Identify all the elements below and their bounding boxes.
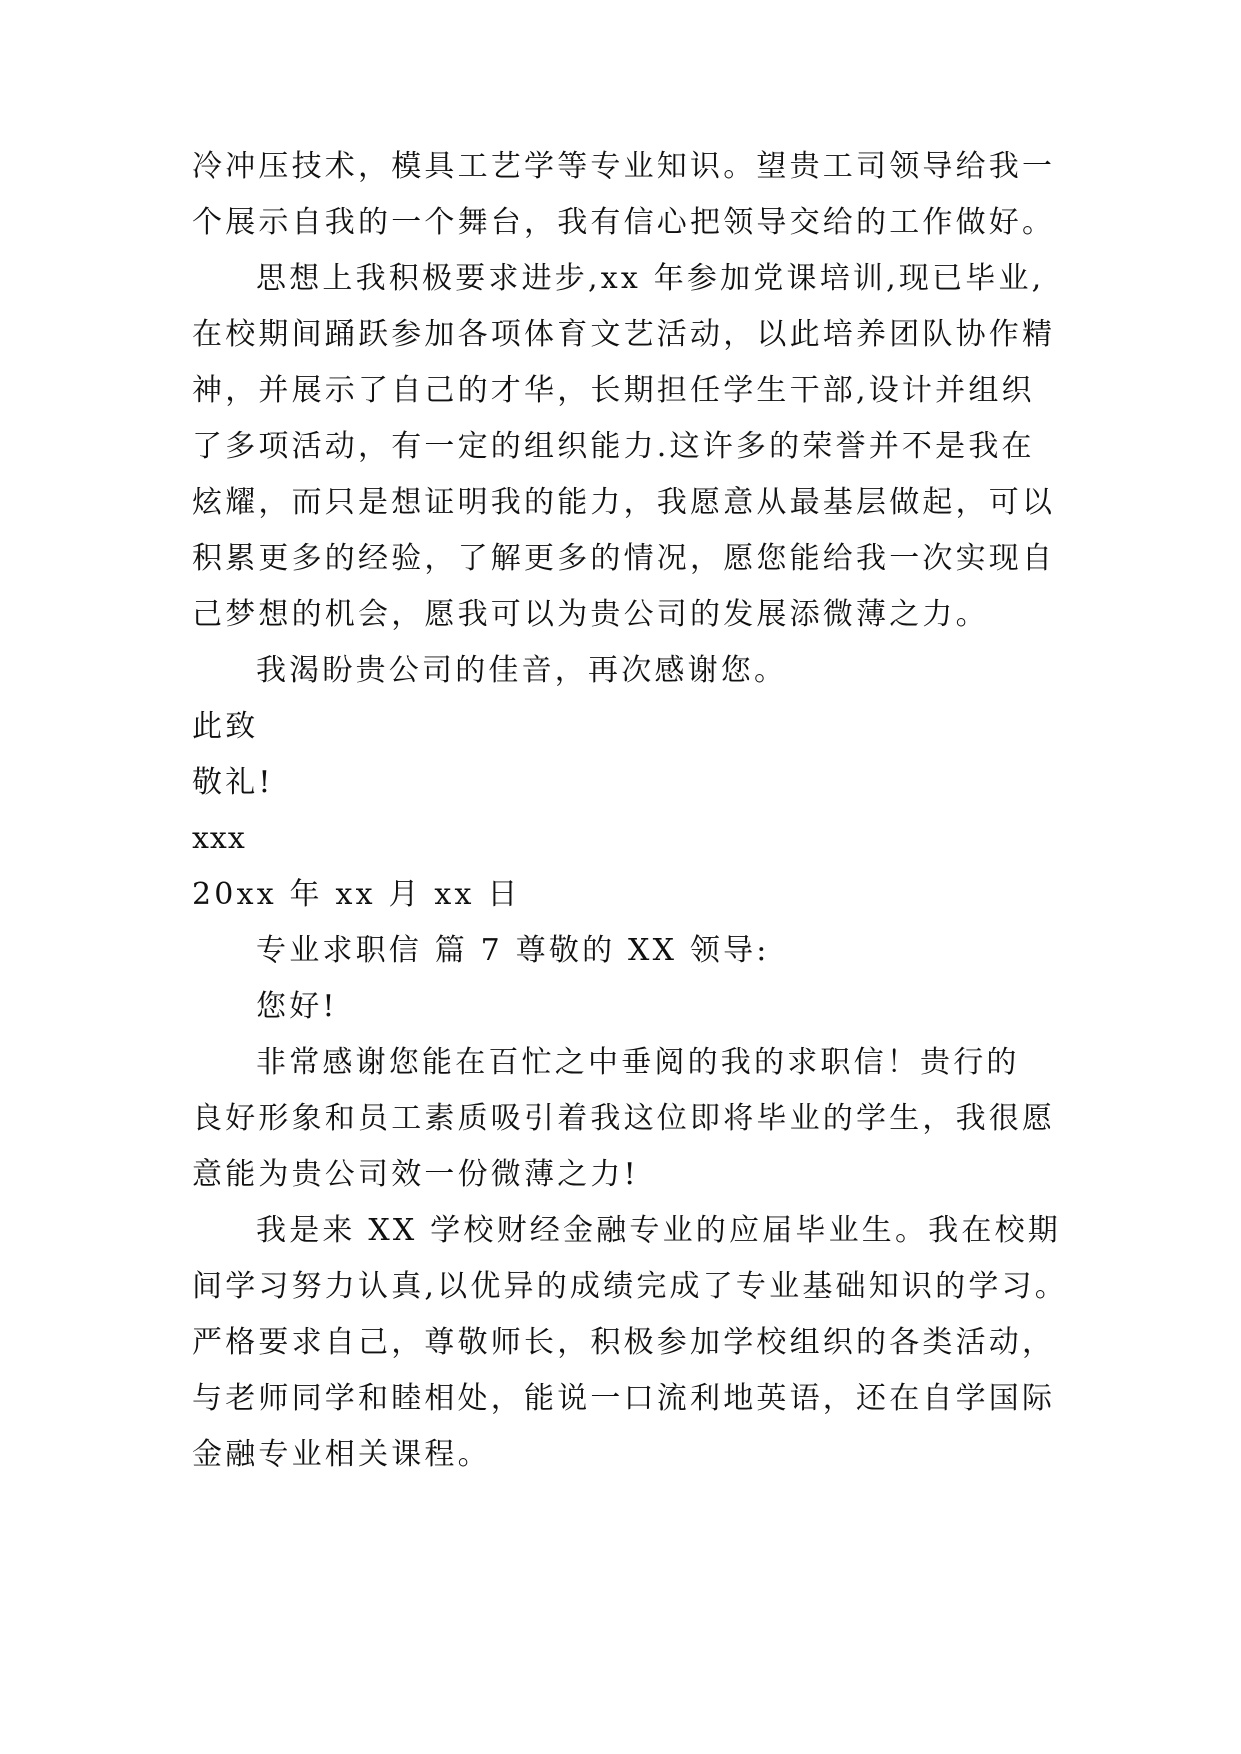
section-heading: 专业求职信 篇 7 尊敬的 XX 领导: bbox=[256, 933, 770, 968]
body-text-line: 金融专业相关课程。 bbox=[192, 1437, 491, 1472]
closing-salute: 敬礼! bbox=[192, 765, 274, 800]
body-text-line: 炫耀，而只是想证明我的能力，我愿意从最基层做起，可以 bbox=[192, 485, 1056, 520]
body-text-line: 了多项活动，有一定的组织能力.这许多的荣誉并不是我在 bbox=[192, 429, 1035, 464]
body-text-line: 神，并展示了自己的才华，长期担任学生干部,设计并组织 bbox=[192, 373, 1035, 408]
body-text-line: 在校期间踊跃参加各项体育文艺活动，以此培养团队协作精 bbox=[192, 317, 1056, 352]
body-text-line: 良好形象和员工素质吸引着我这位即将毕业的学生，我很愿 bbox=[192, 1101, 1056, 1136]
body-text-line: 与老师同学和睦相处，能说一口流利地英语，还在自学国际 bbox=[192, 1381, 1056, 1416]
body-text-line: 思想上我积极要求进步,xx 年参加党课培训,现已毕业, bbox=[256, 261, 1045, 296]
signature-name: xxx bbox=[192, 821, 246, 856]
body-text-line: 意能为贵公司效一份微薄之力! bbox=[192, 1157, 639, 1192]
body-text-line: 冷冲压技术，模具工艺学等专业知识。望贵工司领导给我一 bbox=[192, 149, 1056, 184]
body-text-line: 严格要求自己，尊敬师长，积极参加学校组织的各类活动， bbox=[192, 1325, 1056, 1360]
greeting: 您好! bbox=[256, 989, 338, 1024]
body-text-line: 个展示自我的一个舞台，我有信心把领导交给的工作做好。 bbox=[192, 205, 1056, 240]
closing-line: 此致 bbox=[192, 709, 259, 744]
body-text-line: 非常感谢您能在百忙之中垂阅的我的求职信！贵行的 bbox=[256, 1045, 1020, 1080]
signature-date: 20xx 年 xx 月 xx 日 bbox=[192, 877, 521, 912]
body-text-line: 积累更多的经验，了解更多的情况，愿您能给我一次实现自 bbox=[192, 541, 1056, 576]
body-text-line: 我是来 XX 学校财经金融专业的应届毕业生。我在校期 bbox=[256, 1213, 1061, 1248]
body-text-line: 间学习努力认真,以优异的成绩完成了专业基础知识的学习。 bbox=[192, 1269, 1068, 1304]
body-text-line: 己梦想的机会，愿我可以为贵公司的发展添微薄之力。 bbox=[192, 597, 989, 632]
body-text-line: 我渴盼贵公司的佳音，再次感谢您。 bbox=[256, 653, 788, 688]
